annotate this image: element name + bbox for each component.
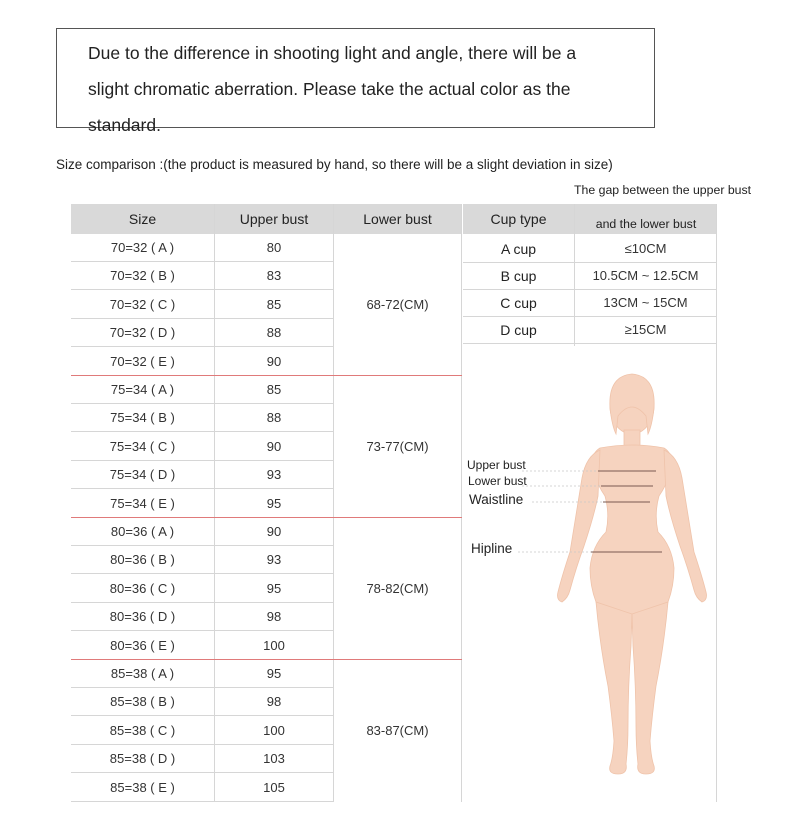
upper-bust-cell: 103 xyxy=(215,745,333,773)
size-cell: 75=34 ( E ) xyxy=(71,490,214,518)
table-divider xyxy=(574,204,575,346)
group-divider xyxy=(71,517,462,518)
bust-gap-cell: 10.5CM ~ 12.5CM xyxy=(575,262,716,290)
size-cell: 80=36 ( B ) xyxy=(71,546,214,574)
table-divider xyxy=(333,204,334,802)
figure-label-lower-bust: Lower bust xyxy=(468,474,527,488)
upper-bust-cell: 90 xyxy=(215,518,333,546)
size-cell: 85=38 ( C ) xyxy=(71,717,214,745)
figure-label-waistline: Waistline xyxy=(469,492,524,507)
bust-gap-cell: ≥15CM xyxy=(575,316,716,344)
table-divider xyxy=(214,204,215,802)
size-cell: 80=36 ( A ) xyxy=(71,518,214,546)
size-cell: 75=34 ( A ) xyxy=(71,376,214,404)
upper-bust-cell: 88 xyxy=(215,319,333,347)
size-cell: 85=38 ( A ) xyxy=(71,660,214,688)
size-cell: 70=32 ( C ) xyxy=(71,291,214,319)
header-lower-bust: Lower bust xyxy=(334,204,461,234)
upper-bust-cell: 90 xyxy=(215,433,333,461)
group-divider xyxy=(71,375,462,376)
cup-type-cell: D cup xyxy=(463,316,574,344)
cup-type-cell: B cup xyxy=(463,262,574,290)
notice-line-2: slight chromatic aberration. Please take the actual color as the xyxy=(88,79,571,99)
size-cell: 70=32 ( A ) xyxy=(71,234,214,262)
upper-bust-cell: 105 xyxy=(215,774,333,802)
upper-bust-cell: 83 xyxy=(215,262,333,290)
upper-bust-cell: 95 xyxy=(215,660,333,688)
lower-bust-group-1: 68-72(CM) xyxy=(366,297,429,312)
body-silhouette-image xyxy=(462,346,717,802)
size-cell: 85=38 ( D ) xyxy=(71,745,214,773)
header-size: Size xyxy=(71,204,214,234)
upper-bust-cell: 95 xyxy=(215,575,333,603)
size-comparison-note: Size comparison :(the product is measured by hand, so there will be a slight deviation in size) xyxy=(56,157,613,172)
upper-bust-cell: 98 xyxy=(215,603,333,631)
header-upper-bust: Upper bust xyxy=(215,204,333,234)
size-cell: 70=32 ( E ) xyxy=(71,348,214,376)
size-cell: 85=38 ( B ) xyxy=(71,688,214,716)
upper-bust-cell: 93 xyxy=(215,461,333,489)
upper-bust-cell: 85 xyxy=(215,376,333,404)
upper-bust-cell: 98 xyxy=(215,688,333,716)
bust-gap-cell: 13CM ~ 15CM xyxy=(575,289,716,317)
upper-bust-cell: 95 xyxy=(215,490,333,518)
size-cell: 75=34 ( B ) xyxy=(71,404,214,432)
size-cell: 75=34 ( C ) xyxy=(71,433,214,461)
lower-bust-group-3: 78-82(CM) xyxy=(366,581,429,596)
upper-bust-cell: 100 xyxy=(215,632,333,660)
notice-line-1: Due to the difference in shooting light and angle, there will be a xyxy=(88,43,577,63)
upper-bust-cell: 100 xyxy=(215,717,333,745)
size-cell: 80=36 ( D ) xyxy=(71,603,214,631)
upper-bust-cell: 93 xyxy=(215,546,333,574)
cup-type-cell: A cup xyxy=(463,235,574,263)
notice-line-3: standard. xyxy=(88,115,161,135)
lower-bust-group-2: 73-77(CM) xyxy=(366,439,429,454)
size-cell: 75=34 ( D ) xyxy=(71,461,214,489)
upper-bust-cell: 85 xyxy=(215,291,333,319)
color-notice-box xyxy=(56,28,655,135)
header-cup-type: Cup type xyxy=(463,204,574,234)
gap-header-line-1: The gap between the upper bust xyxy=(574,183,752,197)
size-cell: 80=36 ( E ) xyxy=(71,632,214,660)
figure-label-hipline: Hipline xyxy=(471,541,513,556)
upper-bust-cell: 80 xyxy=(215,234,333,262)
size-cell: 85=38 ( E ) xyxy=(71,774,214,802)
size-cell: 80=36 ( C ) xyxy=(71,575,214,603)
group-divider xyxy=(71,659,462,660)
header-gap-line-2: and the lower bust xyxy=(575,204,717,234)
size-cell: 70=32 ( D ) xyxy=(71,319,214,347)
size-cell: 70=32 ( B ) xyxy=(71,262,214,290)
cup-type-cell: C cup xyxy=(463,289,574,317)
figure-label-upper-bust: Upper bust xyxy=(467,458,526,472)
lower-bust-group-4: 83-87(CM) xyxy=(366,723,429,738)
body-measurement-figure xyxy=(462,346,717,802)
upper-bust-cell: 88 xyxy=(215,404,333,432)
bust-gap-cell: ≤10CM xyxy=(575,235,716,263)
upper-bust-cell: 90 xyxy=(215,348,333,376)
